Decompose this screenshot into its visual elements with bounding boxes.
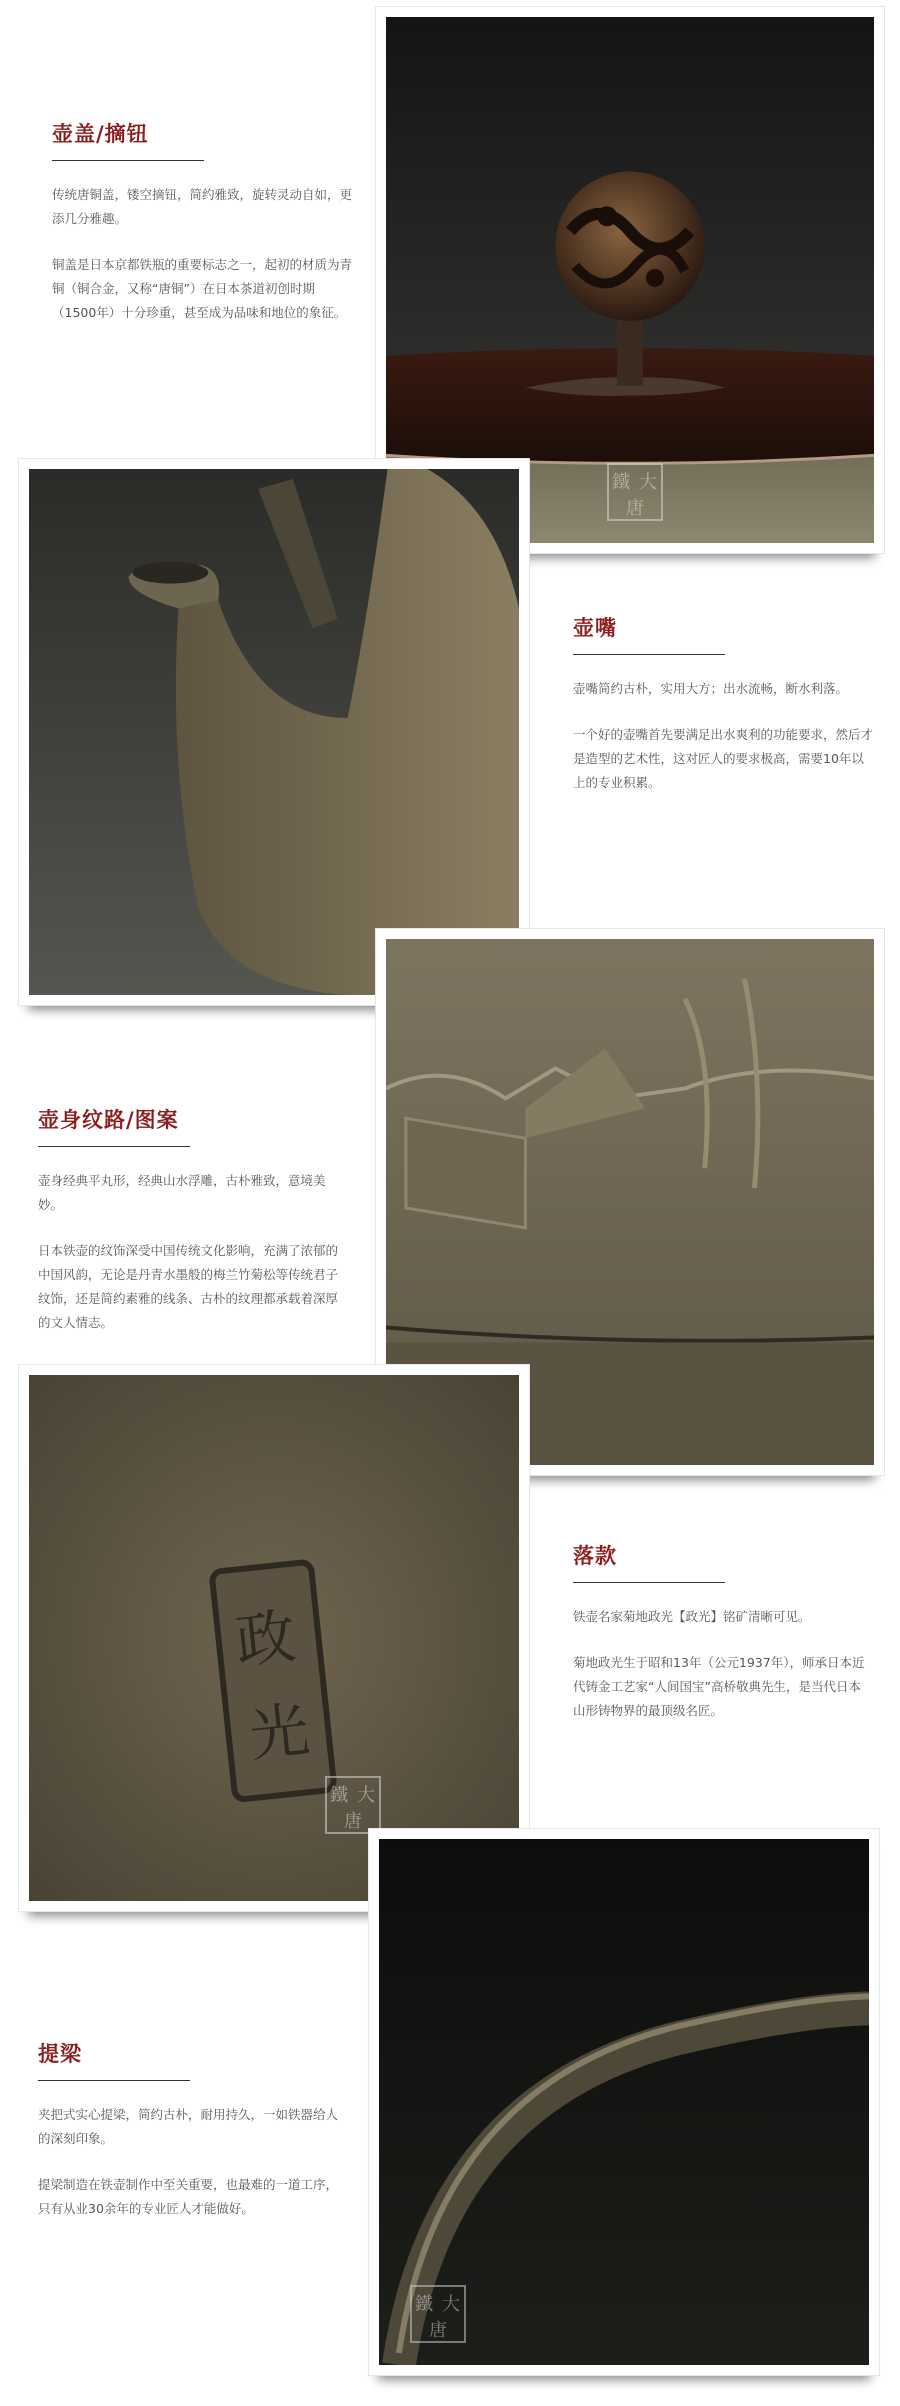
heading-rule	[38, 1146, 190, 1147]
section-maker-mark	[573, 1540, 873, 1745]
svg-text:政: 政	[232, 1602, 300, 1678]
section-paragraph: 菊地政光生于昭和13年（公元1937年），师承日本近代铸金工艺家“人间国宝”高桥敬典先生，是当代日本山形铸物界的最顶级名匠。	[573, 1655, 865, 1718]
watermark-seal	[606, 462, 664, 522]
section-paragraph: 壶身经典平丸形，经典山水浮雕，古朴雅致，意境美妙。	[38, 1173, 326, 1212]
section-paragraph: 传统唐铜盖，镂空摘钮，简约雅致，旋转灵动自如，更添几分雅趣。	[52, 187, 353, 226]
handle-photo	[368, 1828, 880, 2376]
section-heading: 壶盖/摘钮	[52, 121, 149, 146]
section-paragraph: 壶嘴简约古朴，实用大方；出水流畅，断水利落。	[573, 681, 849, 696]
section-heading: 落款	[573, 1543, 617, 1568]
heading-rule	[38, 2080, 190, 2081]
section-paragraph: 日本铁壶的纹饰深受中国传统文化影响，充满了浓郁的中国风韵，无论是丹青水墨般的梅兰竹菊松等传统君子纹饰，还是简约素雅的线条、古朴的纹理都承载着深厚的文人情志。	[38, 1243, 339, 1330]
section-body-pattern	[38, 1104, 343, 1357]
spout-photo	[18, 458, 530, 1006]
section-paragraph: 铜盖是日本京都铁瓶的重要标志之一，起初的材质为青铜（铜合金，又称“唐铜”）在日本茶道初创时期（1500年）十分珍重，甚至成为品味和地位的象征。	[52, 257, 353, 320]
svg-text:唐: 唐	[429, 2320, 447, 2341]
section-heading: 壶嘴	[573, 615, 617, 640]
svg-text:唐: 唐	[344, 1811, 362, 1832]
section-paragraph: 提梁制造在铁壶制作中至关重要，也最难的一道工序，只有从业30余年的专业匠人才能做好。	[38, 2177, 339, 2216]
svg-text:鐵: 鐵	[612, 472, 630, 493]
svg-text:鐵: 鐵	[415, 2294, 433, 2315]
section-paragraph: 一个好的壶嘴首先要满足出水爽利的功能要求，然后才是造型的艺术性，这对匠人的要求极高，需要10年以上的专业积累。	[573, 727, 874, 790]
section-spout	[573, 612, 873, 817]
section-heading: 提梁	[38, 2041, 82, 2066]
section-lid	[52, 118, 352, 347]
section-handle	[38, 2038, 343, 2243]
heading-rule	[52, 160, 204, 161]
section-heading: 壶身纹路/图案	[38, 1107, 179, 1132]
svg-text:大: 大	[442, 2294, 460, 2315]
section-paragraph: 铁壶名家菊地政光【政光】铭矿清晰可见。	[573, 1609, 811, 1624]
svg-text:唐: 唐	[626, 498, 644, 519]
section-paragraph: 夹把式实心提梁，简约古朴，耐用持久，一如铁器给人的深刻印象。	[38, 2107, 339, 2146]
svg-text:大: 大	[357, 1785, 375, 1806]
svg-text:大: 大	[639, 472, 657, 493]
watermark-seal	[409, 2284, 467, 2344]
svg-text:鐵: 鐵	[330, 1785, 348, 1806]
watermark-seal	[324, 1775, 382, 1835]
svg-text:光: 光	[246, 1696, 313, 1772]
heading-rule	[573, 1582, 725, 1583]
heading-rule	[573, 654, 725, 655]
